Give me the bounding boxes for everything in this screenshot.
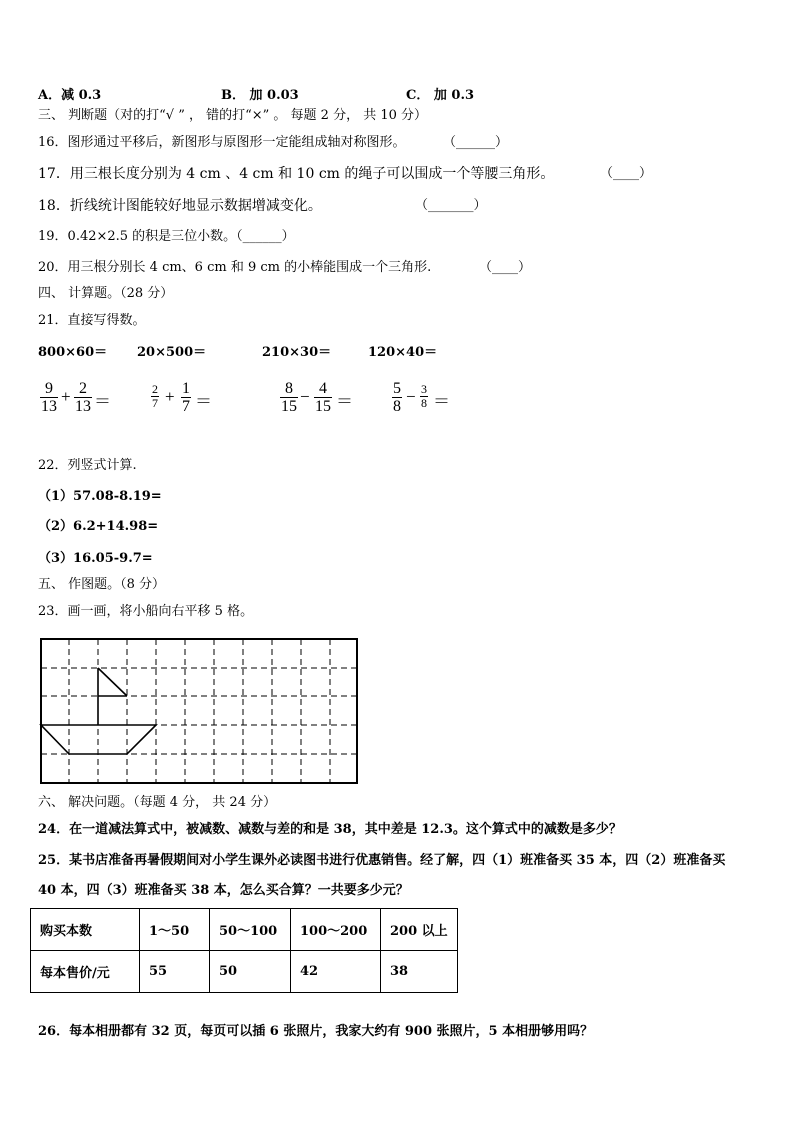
calc-item: 20×500＝ bbox=[137, 345, 207, 360]
denominator: 15 bbox=[281, 398, 297, 415]
question-24: 24．在一道减法算式中，被减数、减数与差的和是 38，其中差是 12.3。这个算式中的减数是多少？ bbox=[38, 822, 622, 837]
question-17: 17．用三根长度分别为 4 cm 、4 cm 和 10 cm 的绳子可以围成一个等腰三角形。 bbox=[38, 166, 555, 182]
numerator: 9 bbox=[45, 380, 53, 397]
question-25-line2: 40 本，四（3）班准备买 38 本，怎么买合算？一共要多少元？ bbox=[38, 883, 409, 898]
grid-dashed-lines bbox=[41, 639, 357, 783]
denominator: 13 bbox=[41, 398, 57, 415]
table-row bbox=[31, 951, 458, 993]
operator: + bbox=[165, 387, 175, 406]
vertical-calc-item: （2）6.2+14.98= bbox=[38, 519, 159, 534]
table-cell: 1～50 bbox=[140, 909, 210, 951]
numerator: 1 bbox=[182, 380, 190, 397]
table-cell: 42 bbox=[291, 951, 381, 993]
fraction bbox=[392, 380, 402, 415]
operator: − bbox=[300, 387, 310, 406]
table-cell: 100～200 bbox=[291, 909, 381, 951]
table-cell: 200 以上 bbox=[381, 909, 458, 951]
section5-title: 五、 作图题。（8 分） bbox=[38, 577, 166, 592]
fraction bbox=[74, 380, 92, 415]
price-table bbox=[30, 908, 458, 993]
numerator: 4 bbox=[319, 380, 327, 397]
operator: − bbox=[406, 387, 416, 406]
fraction bbox=[40, 380, 58, 415]
denominator: 13 bbox=[75, 398, 91, 415]
equals-sign: ＝ bbox=[94, 392, 111, 411]
option-a: A．减 0.3 bbox=[38, 88, 102, 103]
calc-item: 120×40＝ bbox=[368, 345, 438, 360]
equals-sign: ＝ bbox=[336, 392, 353, 411]
fraction bbox=[280, 380, 298, 415]
answer-blank-20[interactable]: （____） bbox=[479, 260, 532, 275]
numerator: 2 bbox=[152, 382, 158, 396]
calc-item: 800×60＝ bbox=[38, 345, 108, 360]
question-20: 20．用三根分别长 4 cm、6 cm 和 9 cm 的小棒能围成一个三角形. bbox=[38, 260, 432, 275]
denominator: 8 bbox=[421, 396, 427, 410]
operator: + bbox=[61, 387, 71, 406]
fraction bbox=[151, 383, 159, 410]
fraction bbox=[181, 380, 191, 415]
table-cell: 38 bbox=[381, 951, 458, 993]
boat-grid-figure bbox=[39, 637, 360, 785]
table-cell: 55 bbox=[140, 951, 210, 993]
equals-sign: ＝ bbox=[195, 392, 212, 411]
section6-title: 六、 解决问题。（每题 4 分， 共 24 分） bbox=[38, 795, 277, 810]
fraction bbox=[314, 380, 332, 415]
option-c: C． 加 0.3 bbox=[406, 88, 475, 103]
answer-blank-18[interactable]: （_______） bbox=[415, 198, 487, 213]
vertical-calc-item: （3）16.05-9.7= bbox=[38, 551, 153, 566]
question-22: 22．列竖式计算. bbox=[38, 458, 137, 473]
answer-blank-17[interactable]: （____） bbox=[600, 166, 653, 181]
table-cell: 每本售价/元 bbox=[31, 951, 140, 993]
table-row bbox=[31, 909, 458, 951]
numerator: 3 bbox=[421, 382, 427, 396]
question-25-line1: 25．某书店准备再暑假期间对小学生课外必读图书进行优惠销售。经了解，四（1）班准备买 35 本，四（2）班准备买 bbox=[38, 853, 726, 868]
numerator: 5 bbox=[393, 380, 401, 397]
question-26: 26．每本相册都有 32 页，每页可以插 6 张照片，我家大约有 900 张照片，5 本相册够用吗？ bbox=[38, 1024, 594, 1039]
table-cell: 50～100 bbox=[210, 909, 291, 951]
option-b: B． 加 0.03 bbox=[221, 88, 299, 103]
denominator: 7 bbox=[182, 398, 190, 415]
question-19: 19．0.42×2.5 的积是三位小数。（______） bbox=[38, 229, 295, 244]
grid-border bbox=[41, 639, 357, 783]
fraction bbox=[420, 383, 428, 410]
calc-item: 210×30＝ bbox=[262, 345, 332, 360]
question-16: 16．图形通过平移后，新图形与原图形一定能组成轴对称图形。 bbox=[38, 135, 406, 150]
denominator: 15 bbox=[315, 398, 331, 415]
section4-title: 四、 计算题。（28 分） bbox=[38, 286, 174, 301]
table-cell: 50 bbox=[210, 951, 291, 993]
denominator: 7 bbox=[152, 396, 158, 410]
question-23: 23．画一画，将小船向右平移 5 格。 bbox=[38, 604, 254, 619]
question-21: 21．直接写得数。 bbox=[38, 313, 146, 328]
denominator: 8 bbox=[393, 398, 401, 415]
equals-sign: ＝ bbox=[433, 392, 450, 411]
vertical-calc-item: （1）57.08-8.19= bbox=[38, 489, 162, 504]
table-cell: 购买本数 bbox=[31, 909, 140, 951]
numerator: 2 bbox=[79, 380, 87, 397]
answer-blank-16[interactable]: （______） bbox=[443, 135, 509, 150]
section3-title: 三、 判断题（对的打“√ ” ， 错的打“×” 。 每题 2 分， 共 10 分） bbox=[38, 108, 428, 123]
numerator: 8 bbox=[285, 380, 293, 397]
question-18: 18．折线统计图能较好地显示数据增减变化。 bbox=[38, 198, 322, 214]
